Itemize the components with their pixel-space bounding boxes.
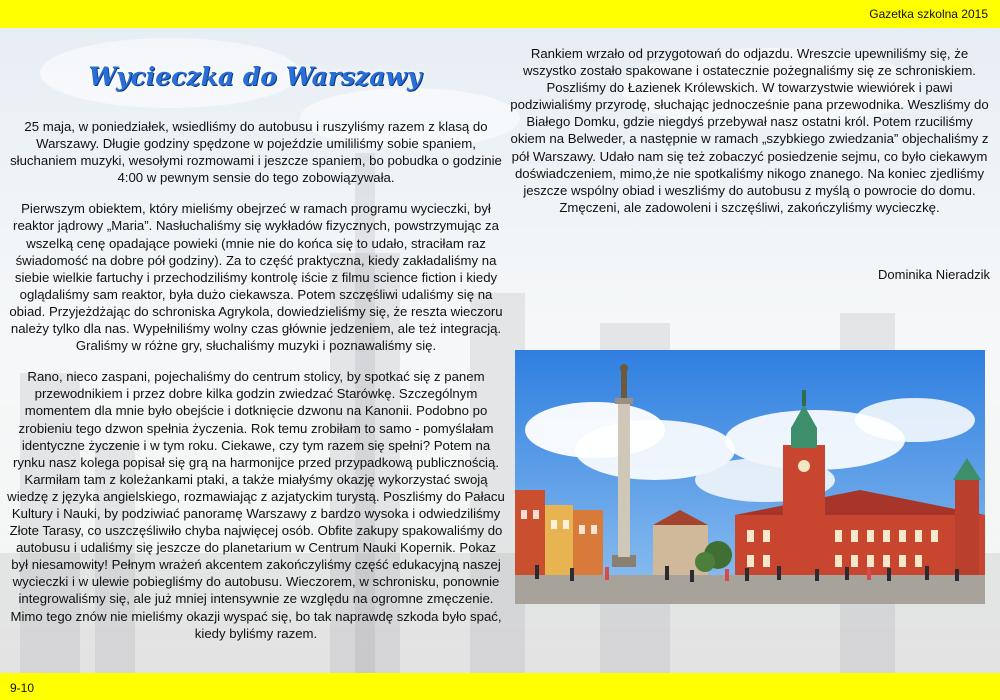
- article-title: Wycieczka do Warszawy: [88, 62, 422, 91]
- author-signature: Dominika Nieradzik: [878, 267, 990, 282]
- paragraph-final-day: Rankiem wrzało od przygotowań do odjazdu. Wreszcie upewniliśmy się, że wszystko zostało spakowane i ostatecznie pożegnaliśmy się ze schroniskiem. Poszliśmy do Łazienek Królewskich. W towarzystwie wiewiórek i pawi podziwialiśmy przyrodę, słuchając jednocześnie pana przewodnika. Weszliśmy do Białego Domku, gdzie niegdyś przebywał nasz ostatni król. Potem rzuciliśmy okiem na Belweder, a następnie w ramach „szybkiego zwiedzania” objechaliśmy z pół Warszawy. Udało nam się też zobaczyć posiedzenie sejmu, co było ciekawym doświadczeniem, mimo,że nie spotkaliśmy nikogo znanego. Na koniec zjedliśmy jeszcze wspólny obiad i weszliśmy do autobusu z myślą o powrocie do domu. Zmęczeni, ale zadowoleni i szczęśliwi, zakończyliśmy wycieczkę.: [510, 46, 989, 215]
- paragraph-intro: 25 maja, w poniedziałek, wsiedliśmy do autobusu i ruszyliśmy razem z klasą do Warszawy. Długie godziny spędzone w pojeździe umililiśmy sobie spaniem, słuchaniem muzyki, wesołymi rozmowami i jeszcze spaniem, bo pobudka o godzinie 4:00 w pewnym sensie do tego zobowiązywała.: [10, 119, 502, 186]
- footer-bar: [0, 673, 1000, 700]
- paragraph-old-town: Rano, nieco zaspani, pojechaliśmy do centrum stolicy, by spotkać się z panem przewodnikiem i przez dobre kilka godzin zwiedzać Starówkę. Szczególnym momentem dla mnie było obejście i dotknięcie dzwonu na Kanonii. Podobno po zrobieniu tego dzwon spełnia życzenia. Rok temu zrobiłam to samo - pomyślałam identyczne życzenie i w tym roku. Ciekawe, czy tym razem się spełni? Potem na rynku nasz kolega popisał się grą na harmonijce przed przypadkową publicznością. Karmiłam tam z koleżankami ptaki, a także miałyśmy okazję wykorzystać swoją wiedzę z języka angielskiego, rozmawiając z azjatyckim turystą. Poszliśmy do Pałacu Kultury i Nauki, by podziwiać panoramę Warszawy z bardzo wysoka i odwiedziliśmy Złote Tarasy, co uszczęśliwiło chyba najwięcej osób. Obfite zakupy spakowaliśmy do autobusu i udaliśmy się jeszcze do planetarium w Centrum Nauki Kopernik. Pokaz był niesamowity! Pełnym wrażeń akcentem zakończyliśmy część edukacyjną naszej wycieczki i w ulewie pobiegliśmy do autobusu. Wieczorem, w schronisku, ponownie integrowaliśmy się, ale już mniej intensywnie ze względu na ogromne zmęczenie. Mimo tego znów nie mieliśmy okazji wyspać się, bo tak naprawdę szkoda było spać, kiedy byliśmy razem.: [7, 369, 505, 641]
- castle-square-photo: [515, 350, 985, 604]
- page-numbers: 9-10: [10, 681, 35, 695]
- castle-square-illustration: [515, 350, 985, 604]
- right-column: [507, 45, 992, 216]
- paragraph-reactor: Pierwszym obiektem, który mieliśmy obejrzeć w ramach programu wycieczki, był reaktor jądrowy „Maria”. Nasłuchaliśmy się wykładów fizycznych, powstrzymując za wszelką cenę opadające powieki (mnie nie do końca się to udało, straciłam raz świadomość na dobre pół godziny). Za to część praktyczna, kiedy zakładaliśmy na siebie wielkie fartuchy i przechodziliśmy kontrolę iście z filmu science fiction i kiedy oglądaliśmy sam reaktor, była dużo ciekawsza. Potem szczęśliwi udaliśmy się na obiad. Przyjeżdżając do schroniska Agrykola, dowiedzieliśmy się, że reszta wieczoru należy tylko dla nas. Wypełniliśmy wolny czas głównie jedzeniem, ale też integracją. Graliśmy w różne gry, słuchaliśmy muzyki i poznawaliśmy się.: [9, 201, 503, 354]
- header-bar: [0, 0, 1000, 28]
- left-column: [6, 118, 506, 642]
- newsletter-title: Gazetka szkolna 2015: [869, 7, 988, 21]
